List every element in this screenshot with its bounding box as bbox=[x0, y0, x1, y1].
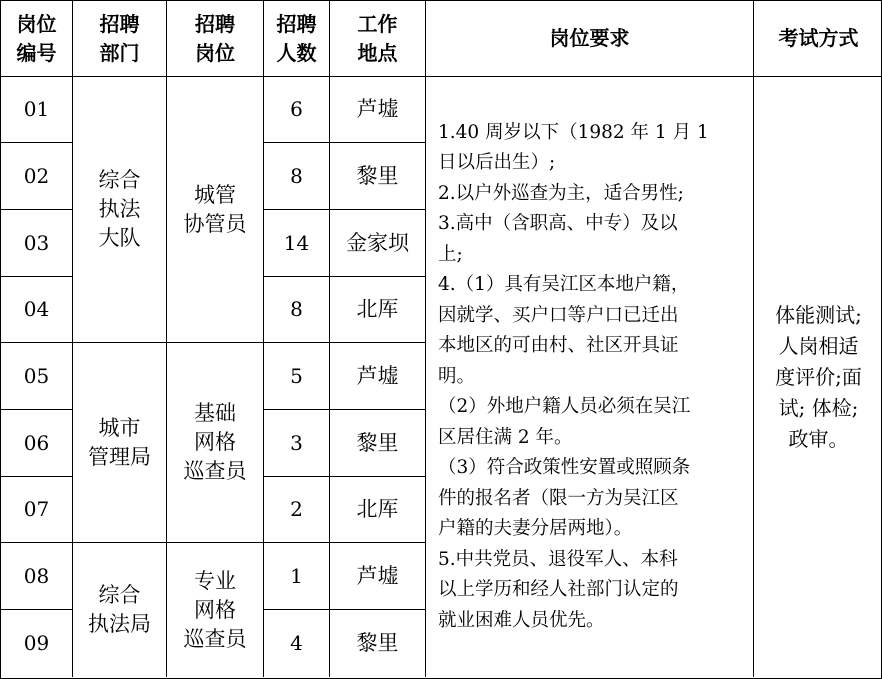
row-location: 金家坝 bbox=[330, 210, 426, 277]
row-code: 09 bbox=[1, 610, 73, 677]
row-code: 05 bbox=[1, 343, 73, 410]
header-department: 招聘 部门 bbox=[73, 1, 167, 77]
header-position-code: 岗位 编号 bbox=[1, 1, 73, 77]
header-requirements: 岗位要求 bbox=[426, 1, 754, 77]
row-location: 北厍 bbox=[330, 477, 426, 543]
row-location: 芦墟 bbox=[330, 543, 426, 610]
header-position: 招聘 岗位 bbox=[167, 1, 264, 77]
header-headcount: 招聘 人数 bbox=[264, 1, 330, 77]
row-location: 黎里 bbox=[330, 610, 426, 677]
row-code: 02 bbox=[1, 143, 73, 210]
department-group-3: 综合 执法局 bbox=[73, 543, 167, 677]
row-count: 2 bbox=[264, 477, 330, 543]
header-exam-method: 考试方式 bbox=[754, 1, 882, 77]
position-group-2: 基础 网格 巡查员 bbox=[167, 343, 264, 543]
row-location: 黎里 bbox=[330, 410, 426, 477]
row-location: 芦墟 bbox=[330, 77, 426, 143]
row-count: 4 bbox=[264, 610, 330, 677]
row-location: 北厍 bbox=[330, 277, 426, 343]
position-group-3: 专业 网格 巡查员 bbox=[167, 543, 264, 677]
row-code: 06 bbox=[1, 410, 73, 477]
department-group-1: 综合 执法 大队 bbox=[73, 77, 167, 343]
row-count: 14 bbox=[264, 210, 330, 277]
row-count: 3 bbox=[264, 410, 330, 477]
position-group-1: 城管 协管员 bbox=[167, 77, 264, 343]
row-code: 01 bbox=[1, 77, 73, 143]
position-requirements: 1.40 周岁以下（1982 年 1 月 1 日以后出生）; 2.以户外巡查为主，适合男性; 3.高中（含职高、中专）及以 上; 4.（1）具有吴江区本地户籍， 因就学、买户口等户口已迁出 本地区的可由村、社区开具证 明。 （2）外地户籍人员必须在吴江 区居住满 2 年。 （3）符合政策性安置或照顾条 件的报名者（限一方为吴江区 户籍的夫妻分居两地）。 5.中共党员、退役军人、本科 以上学历和经人社部门认定的 就业困难人员优先。 bbox=[426, 77, 754, 677]
exam-method: 体能测试; 人岗相适 度评价;面 试; 体检; 政审。 bbox=[775, 302, 862, 451]
row-location: 黎里 bbox=[330, 143, 426, 210]
header-work-location: 工作 地点 bbox=[330, 1, 426, 77]
row-code: 08 bbox=[1, 543, 73, 610]
row-count: 1 bbox=[264, 543, 330, 610]
department-group-2: 城市 管理局 bbox=[73, 343, 167, 543]
row-count: 8 bbox=[264, 277, 330, 343]
row-code: 04 bbox=[1, 277, 73, 343]
row-count: 6 bbox=[264, 77, 330, 143]
row-code: 07 bbox=[1, 477, 73, 543]
row-count: 8 bbox=[264, 143, 330, 210]
row-location: 芦墟 bbox=[330, 343, 426, 410]
row-code: 03 bbox=[1, 210, 73, 277]
row-count: 5 bbox=[264, 343, 330, 410]
